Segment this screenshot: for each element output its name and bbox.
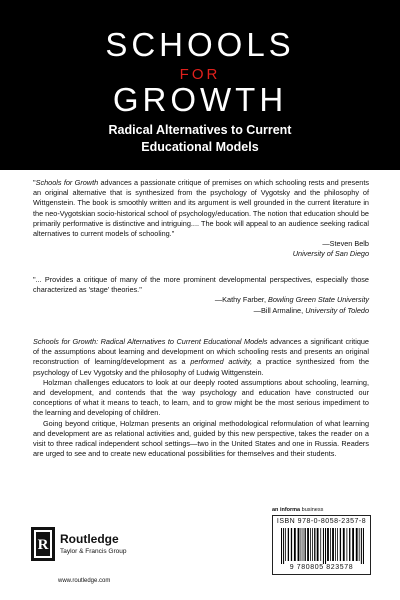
barcode-bar [281, 528, 282, 564]
title-schools: SCHOOLS [105, 26, 295, 63]
barcode-bar [349, 528, 350, 561]
barcode-bars-icon [281, 528, 365, 564]
barcode-digits: 9 780805 823578 [289, 564, 354, 571]
isbn-label: ISBN 978-0-8058-2357-8 [276, 518, 367, 525]
quote-1-affiliation: University of San Diego [292, 249, 369, 259]
barcode-bar [317, 528, 319, 561]
barcode-bar [305, 528, 306, 561]
quote-1-text: "Schools for Growth advances a passionate critique of premises on which schooling rests and presents an original alternative that is synthesized from the psychology of Vygotsky and the philosophy of Wittgenstein. The book is smoothly written and its argument is well grounded in the current literature in the neo-Vygotskian socio-historical school of psychology/education. The notion that education should be primarily performative is distinctive and intriguing.... The book will appeal to an audience seeking radical alternatives to current models of schooling." [33, 178, 369, 239]
barcode-bar [361, 528, 362, 564]
barcode [272, 515, 371, 575]
imprint-rest: business [300, 507, 324, 513]
barcode-bar [346, 528, 347, 561]
barcode-bar [301, 528, 302, 561]
barcode-bar [330, 528, 331, 561]
description-paragraph-3: Going beyond critique, Holzman presents an original methodological reformulation of what learning and development are as relational activities and, guided by this new perspective, takes the reader on a visit to three radical independent school settings—two in the United States and one in Russia. Readers are urged to see and to create new educational possibilities for themselves and their students. [33, 418, 369, 459]
book-description [33, 337, 369, 459]
barcode-bar [298, 528, 300, 561]
description-p1-emphasis: performed activity, [190, 357, 253, 367]
barcode-bar [323, 528, 324, 564]
quote-2-affiliation-1: Bowling Green State University [268, 295, 369, 305]
review-quote-2 [33, 275, 369, 316]
informa-imprint [272, 507, 323, 513]
subtitle-line-1: Radical Alternatives to Current [108, 123, 292, 137]
quote-2-author-1: —Kathy Farber, [214, 295, 266, 305]
barcode-bar [310, 528, 311, 561]
barcode-bar [294, 528, 296, 561]
description-book-title: Schools for Growth: Radical Alternatives to Current Educational Models [33, 337, 268, 346]
barcode-bar [352, 528, 354, 561]
barcode-bar [285, 528, 286, 561]
review-quote-1 [33, 178, 369, 260]
barcode-bar [343, 528, 345, 561]
barcode-bar [363, 528, 364, 564]
barcode-bar [359, 528, 360, 561]
title-for: FOR [179, 66, 221, 83]
title-growth: GROWTH [112, 81, 288, 118]
quote-2-affiliation-2: University of Toledo [305, 305, 369, 315]
description-p1-part-b: a practice synthesized from the psychology of Lev Vygotsky and the philosophy of Ludwig Wittgenstein. [33, 357, 369, 377]
publisher-name: Routledge [60, 532, 119, 546]
barcode-bar [291, 528, 292, 561]
quote-1-book-title: Schools for Growth [35, 178, 99, 187]
quote-2-attribution-1 [33, 295, 369, 305]
barcode-bar [356, 528, 358, 561]
barcode-bar [327, 528, 329, 561]
publisher-url[interactable]: www.routledge.com [58, 578, 111, 584]
quote-2-author-2: —Bill Armaline, [253, 305, 304, 315]
routledge-logo-icon [31, 527, 55, 561]
barcode-bar [320, 528, 321, 561]
barcode-bar [312, 528, 313, 561]
barcode-bar [337, 528, 338, 561]
description-paragraph-2: Holzman challenges educators to look at our deeply rooted assumptions about schooling, learning, and development, and contends that the way psychology and education have constructed our conceptions of what it means to teach, to learn, and to grow might be the most serious impediment to the learning and developing of children. [33, 377, 369, 418]
subtitle-line-2: Educational Models [141, 140, 259, 154]
description-paragraph-1 [33, 337, 369, 378]
barcode-bar [335, 528, 336, 561]
title-banner [0, 0, 400, 170]
quote-2-attribution-2 [33, 306, 369, 316]
subtitle [0, 122, 400, 156]
barcode-bar [332, 528, 334, 561]
quote-2-text: "... Provides a critique of many of the more prominent developmental perspectives, especially those characterized as 'stage' theories." [33, 275, 369, 295]
barcode-bar [303, 528, 304, 561]
barcode-bar [307, 528, 309, 561]
description-p1-part-a: advances a significant critique of the assumptions about learning and development on which schooling rests and presents an original reconstruction of learning/development as a [33, 337, 369, 367]
publisher-group: Taylor & Francis Group [60, 548, 127, 555]
imprint-bold: an informa [272, 507, 301, 513]
logo-letter: R [37, 537, 49, 553]
barcode-bar [340, 528, 341, 561]
barcode-bar [325, 528, 326, 564]
barcode-bar [314, 528, 315, 561]
barcode-bar [283, 528, 284, 564]
quote-1-body: advances a passionate critique of premises on which schooling rests and presents an original alternative that is synthesized from the psychology of Vygotsky and the philosophy of Wittgenstein. The book is smoothly written and its argument is well grounded in the current literature in the neo-Vygotskian socio-historical school of psychology/education. The notion that education should be primarily performative is distinctive and intriguing.... The book will appeal to an audience seeking radical alternatives to current models of schooling." [33, 178, 369, 239]
quote-1-author: —Steven Belb [322, 239, 369, 249]
barcode-bar [288, 528, 289, 561]
